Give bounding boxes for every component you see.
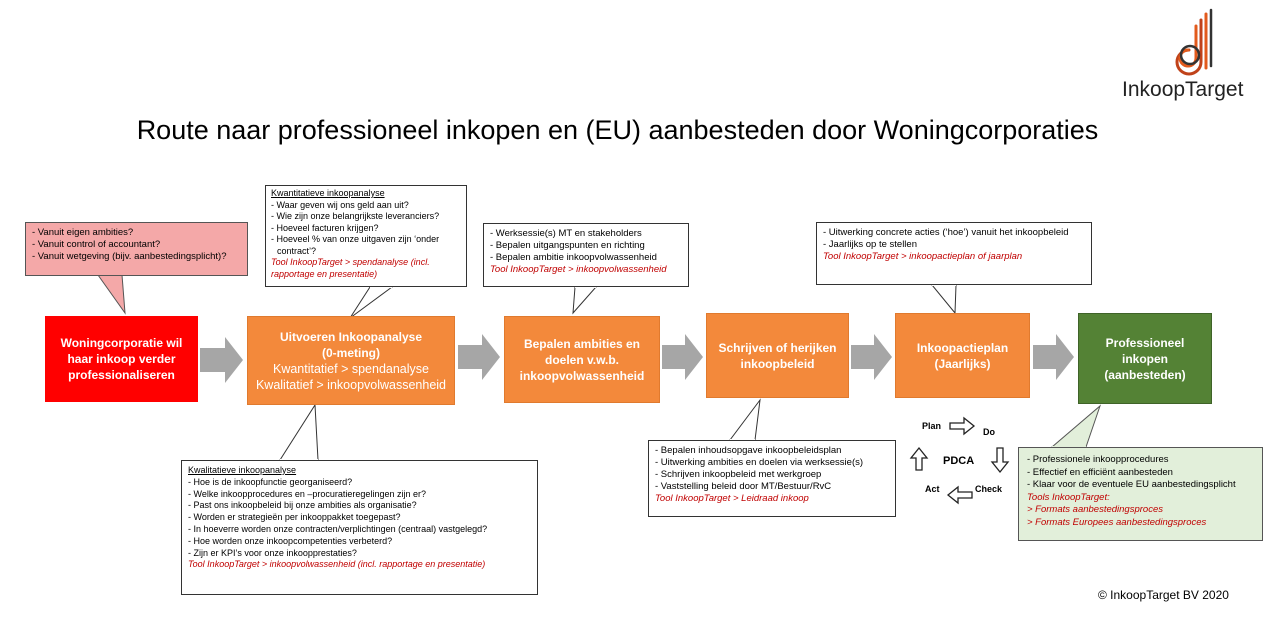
- pdca-check-label: Check: [975, 484, 1003, 494]
- note-item: - Bepalen inhoudsopgave inkoopbeleidsplan: [655, 445, 842, 456]
- note-item: - Vaststelling beleid door MT/Bestuur/RvC: [655, 481, 832, 492]
- note-item: - Klaar voor de eventuele EU aanbestedingsplicht: [1027, 479, 1236, 490]
- note-tool: > Formats Europees aanbestedingsproces: [1027, 516, 1207, 528]
- step-inkoopactieplan: [895, 313, 1030, 398]
- note-item: - Past ons inkoopbeleid bij onze ambities als organisatie?: [188, 500, 417, 511]
- note-start-item: - Vanuit eigen ambities?: [32, 227, 134, 238]
- note-tool: rapportage en presentatie): [271, 268, 378, 279]
- note-beleid: [648, 440, 896, 517]
- copyright-text: © InkoopTarget BV 2020: [1098, 588, 1229, 602]
- step-6-line-1: Professioneel: [1105, 335, 1185, 350]
- note-item: - Schrijven inkoopbeleid met werkgroep: [655, 469, 822, 480]
- note-item: - Waar geven wij ons geld aan uit?: [271, 199, 409, 210]
- note-item: - Zijn er KPI’s voor onze inkoopprestaties?: [188, 547, 357, 558]
- callout-tail-actieplan: [932, 285, 956, 313]
- note-item: - Bepalen ambitie inkoopvolwassenheid: [490, 252, 657, 263]
- pdca-act-label: Act: [925, 484, 940, 494]
- note-kwalitatief: [181, 460, 538, 595]
- step-3-line-1: Bepalen ambities en: [523, 336, 641, 351]
- note-item: - Effectief en efficiënt aanbesteden: [1027, 466, 1173, 478]
- note-kwantitatief: [265, 185, 467, 287]
- step-1-line-3: professionaliseren: [68, 368, 175, 382]
- note-tool: Tools InkoopTarget:: [1027, 491, 1110, 503]
- note-item: - Welke inkoopprocedures en –procuratieregelingen zijn er?: [188, 488, 426, 499]
- callout-tail-beleid: [730, 400, 760, 440]
- step-4-line-1: Schrijven of herijken: [718, 340, 837, 355]
- note-ambities: [483, 223, 689, 287]
- note-item: - Jaarlijks op te stellen: [823, 239, 917, 250]
- flow-arrow-2: [458, 334, 500, 380]
- note-item: - Professionele inkoopprocedures: [1027, 454, 1169, 465]
- step-6-line-3: (aanbesteden): [1104, 367, 1186, 382]
- note-item: contract’?: [277, 245, 317, 256]
- note-item: - Werksessie(s) MT en stakeholders: [490, 228, 642, 239]
- logo-text: InkoopTarget: [1122, 78, 1244, 101]
- note-professioneel: [1018, 447, 1263, 541]
- step-inkoopbeleid: [706, 313, 849, 398]
- note-item: - Uitwerking concrete acties (‘hoe’) vanuit het inkoopbeleid: [823, 227, 1069, 238]
- pdca-arrow-plan-do-icon: [950, 418, 974, 434]
- step-6-line-2: inkopen: [1121, 351, 1168, 366]
- callout-tail-start: [98, 275, 125, 313]
- flow-arrow-3: [662, 334, 703, 380]
- logo-mark-icon: [1177, 10, 1211, 74]
- pdca-arrow-check-act-icon: [948, 487, 972, 503]
- note-item: - Wie zijn onze belangrijkste leveranciers?: [271, 211, 440, 221]
- callout-tail-ambities: [573, 287, 596, 313]
- step-2-line-2: (0-meting): [321, 345, 380, 360]
- note-tool: Tool InkoopTarget > Leidraad inkoop: [655, 493, 809, 504]
- note-item: - In hoeverre worden onze contracten/verplichtingen (centraal) vastgelegd?: [188, 523, 488, 534]
- flow-arrow-5: [1033, 334, 1074, 380]
- note-start-item: - Vanuit wetgeving (bijv. aanbestedingsplicht)?: [32, 251, 227, 262]
- pdca-do-label: Do: [983, 427, 995, 437]
- step-inkoopanalyse: [247, 316, 455, 405]
- pdca-arrow-act-plan-icon: [911, 448, 927, 470]
- note-heading: Kwantitatieve inkoopanalyse: [271, 188, 385, 198]
- step-2-sub-1: Kwantitatief > spendanalyse: [272, 361, 429, 376]
- note-item: - Bepalen uitgangspunten en richting: [490, 240, 645, 251]
- note-heading: Kwalitatieve inkoopanalyse: [188, 465, 297, 475]
- note-tool: Tool InkoopTarget > inkoopactieplan of jaarplan: [823, 251, 1023, 262]
- note-tool: Tool InkoopTarget > spendanalyse (incl.: [271, 257, 430, 267]
- step-professioneel-inkopen: [1078, 313, 1212, 404]
- note-item: - Uitwerking ambities en doelen via werksessie(s): [655, 457, 864, 468]
- note-actieplan: [816, 222, 1092, 285]
- step-1-line-1: Woningcorporatie wil: [60, 336, 183, 350]
- note-item: - Hoe worden onze inkoopcompetenties verbeterd?: [188, 535, 393, 546]
- callout-tail-kwantitatief: [350, 287, 392, 318]
- step-woningcorporatie: [45, 316, 198, 402]
- note-item: - Hoe is de inkoopfunctie georganiseerd?: [188, 476, 353, 487]
- note-start-item: - Vanuit control of accountant?: [32, 239, 161, 250]
- pdca-center-label: PDCA: [943, 455, 975, 467]
- note-tool: Tool InkoopTarget > inkoopvolwassenheid (incl. rapportage en presentatie): [188, 559, 486, 570]
- callout-tail-kwalitatief: [280, 405, 318, 460]
- pdca-arrow-do-check-icon: [992, 448, 1008, 472]
- step-1-line-2: haar inkoop verder: [67, 352, 176, 366]
- flow-arrow-4: [851, 334, 892, 380]
- note-tool: Tool InkoopTarget > inkoopvolwassenheid: [490, 264, 667, 275]
- note-tool: > Formats aanbestedingsproces: [1027, 504, 1163, 515]
- step-2-sub-2: Kwalitatief > inkoopvolwassenheid: [255, 377, 447, 392]
- step-ambities: [504, 316, 660, 403]
- step-5-line-1: Inkoopactieplan: [916, 340, 1009, 355]
- note-item: - Hoeveel % van onze uitgaven zijn ‘onder: [271, 234, 440, 244]
- step-4-line-2: inkoopbeleid: [740, 356, 815, 371]
- step-2-line-1: Uitvoeren Inkoopanalyse: [279, 329, 423, 344]
- step-3-line-3: inkoopvolwassenheid: [519, 368, 645, 383]
- note-item: - Worden er strategieën per inkooppakket toegepast?: [188, 512, 401, 523]
- page-title: Route naar professioneel inkopen en (EU) aanbesteden door Woningcorporaties: [136, 115, 1099, 145]
- pdca-plan-label: Plan: [922, 421, 942, 431]
- note-item: - Hoeveel facturen krijgen?: [271, 222, 379, 233]
- flow-arrow-1: [200, 337, 243, 383]
- step-3-line-2: doelen v.w.b.: [544, 352, 619, 367]
- callout-tail-professioneel: [1052, 406, 1100, 447]
- note-start: [25, 222, 248, 276]
- step-5-line-2: (Jaarlijks): [934, 356, 991, 371]
